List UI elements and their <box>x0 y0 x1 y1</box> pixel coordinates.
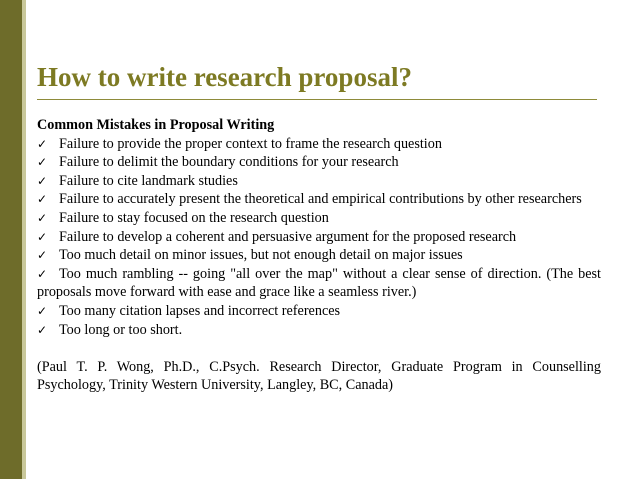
list-item <box>37 246 601 265</box>
list-item-text: Failure to develop a coherent and persuasive argument for the proposed research <box>59 228 517 245</box>
reference-citation: (Paul T. P. Wong, Ph.D., C.Psych. Research Director, Graduate Program in Counselling Psychology, Trinity Western University, Langley, BC, Canada) <box>37 358 601 394</box>
checkmark-icon: ✓ <box>37 136 48 151</box>
list-item-text: Failure to delimit the boundary conditions for your research <box>59 154 399 171</box>
list-item-text: Too much detail on minor issues, but not enough detail on major issues <box>59 247 463 264</box>
list-item <box>37 228 601 247</box>
checkmark-icon: ✓ <box>37 229 48 244</box>
list-item <box>37 302 601 321</box>
list-item-text: Failure to stay focused on the research question <box>59 209 329 226</box>
slide-side-bar-accent <box>22 0 26 479</box>
list-item-text: Failure to provide the proper context to frame the research question <box>59 135 442 152</box>
list-item <box>37 321 601 340</box>
slide-side-bar <box>0 0 22 479</box>
list-item <box>37 153 601 172</box>
list-item-text: Failure to cite landmark studies <box>59 172 238 189</box>
checkmark-icon: ✓ <box>37 266 48 281</box>
subheading: Common Mistakes in Proposal Writing <box>37 117 275 133</box>
title-underline <box>37 99 597 100</box>
checkmark-icon: ✓ <box>37 210 48 225</box>
list-item <box>37 209 601 228</box>
list-item-text: Too many citation lapses and incorrect references <box>59 302 341 319</box>
checkmark-icon: ✓ <box>37 173 48 188</box>
checkmark-icon: ✓ <box>37 248 48 263</box>
list-item-text: Failure to accurately present the theoretical and empirical contributions by other researchers <box>59 191 582 208</box>
slide-content <box>37 116 601 395</box>
list-item <box>37 172 601 191</box>
checkmark-icon: ✓ <box>37 192 48 207</box>
list-item <box>37 265 601 302</box>
checkmark-icon: ✓ <box>37 322 48 337</box>
checkmark-icon: ✓ <box>37 155 48 170</box>
list-item-text: Too much rambling -- going "all over the map" without a clear sense of direction. (The best proposals move forward with ease and grace like a seamless river.) <box>37 265 601 301</box>
list-item <box>37 190 601 209</box>
paragraph-spacer <box>37 339 601 358</box>
checkmark-icon: ✓ <box>37 303 48 318</box>
slide-title: How to write research proposal? <box>37 62 412 92</box>
list-item-text: Too long or too short. <box>59 321 183 338</box>
list-item <box>37 135 601 154</box>
